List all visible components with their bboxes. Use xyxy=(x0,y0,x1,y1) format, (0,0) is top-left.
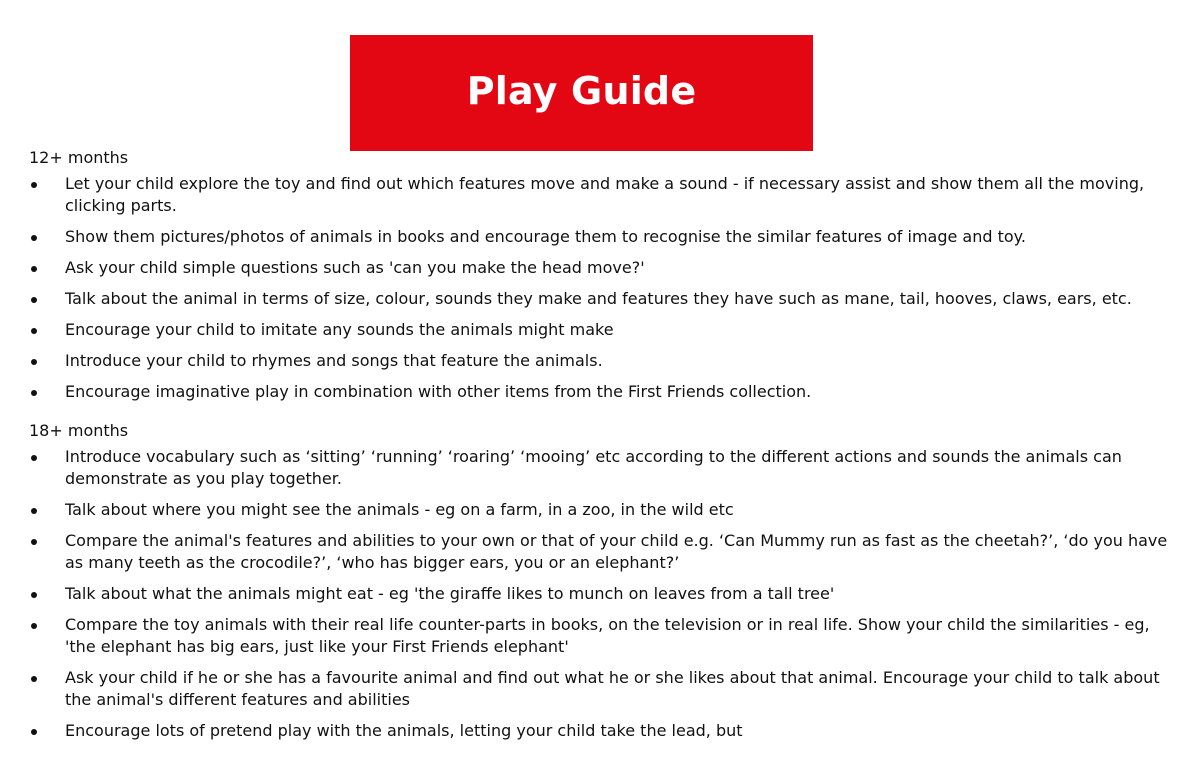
list-item-text: Compare the toy animals with their real life counter-parts in books, on the television or in real life. Show your child the similarities - eg, 'the elephant has big ears, just like your First Friends elephant' xyxy=(65,615,1150,656)
list-item-text: Encourage lots of pretend play with the animals, letting your child take the lead, but xyxy=(65,721,743,740)
list-item-text: Introduce your child to rhymes and songs that feature the animals. xyxy=(65,351,603,370)
list-item-text: Ask your child if he or she has a favourite animal and find out what he or she likes about that animal. Encourage your child to talk about the animal's different features and abilities xyxy=(65,668,1160,709)
list-item xyxy=(29,226,1169,248)
list-item-text: Encourage your child to imitate any sounds the animals might make xyxy=(65,320,614,339)
bullet-icon xyxy=(31,676,37,682)
list-item xyxy=(29,614,1169,658)
list-item-text: Talk about what the animals might eat - eg 'the giraffe likes to munch on leaves from a tall tree' xyxy=(65,584,835,603)
bullet-icon xyxy=(31,182,37,188)
list-item xyxy=(29,530,1169,574)
list-item xyxy=(29,319,1169,341)
guide-content xyxy=(29,148,1169,751)
list-item xyxy=(29,381,1169,403)
bullet-icon xyxy=(31,592,37,598)
list-item-text: Talk about the animal in terms of size, colour, sounds they make and features they have such as mane, tail, hooves, claws, ears, etc. xyxy=(65,289,1132,308)
list-item-text: Show them pictures/photos of animals in books and encourage them to recognise the similar features of image and toy. xyxy=(65,227,1026,246)
bullet-icon xyxy=(31,390,37,396)
bullet-icon xyxy=(31,729,37,735)
section-heading: 12+ months xyxy=(29,148,129,167)
bullet-icon xyxy=(31,455,37,461)
list-item xyxy=(29,446,1169,490)
list-item xyxy=(29,667,1169,711)
list-item-text: Ask your child simple questions such as 'can you make the head move?' xyxy=(65,258,645,277)
bullet-icon xyxy=(31,539,37,545)
list-item xyxy=(29,583,1169,605)
list-item xyxy=(29,173,1169,217)
list-item-text: Let your child explore the toy and find out which features move and make a sound - if necessary assist and show them all the moving, clicking parts. xyxy=(65,174,1145,215)
section-heading: 18+ months xyxy=(29,421,129,440)
bullet-icon xyxy=(31,297,37,303)
list-item-text: Encourage imaginative play in combination with other items from the First Friends collection. xyxy=(65,382,812,401)
list-item xyxy=(29,257,1169,279)
list-item-text: Compare the animal's features and abilities to your own or that of your child e.g. ‘Can Mummy run as fast as the cheetah?’, ‘do you have as many teeth as the crocodile?’, ‘who has bigger ears, you or an elephant?’ xyxy=(65,531,1168,572)
bullet-icon xyxy=(31,359,37,365)
section-18-months xyxy=(29,421,1169,742)
bullet-list xyxy=(29,173,1169,403)
bullet-icon xyxy=(31,266,37,272)
section-12-months xyxy=(29,148,1169,403)
banner-title: Play Guide xyxy=(466,69,697,113)
bullet-icon xyxy=(31,508,37,514)
list-item xyxy=(29,350,1169,372)
list-item xyxy=(29,288,1169,310)
bullet-icon xyxy=(31,623,37,629)
list-item-text: Talk about where you might see the animals - eg on a farm, in a zoo, in the wild etc xyxy=(65,500,734,519)
list-item xyxy=(29,720,1169,742)
bullet-list xyxy=(29,446,1169,742)
list-item xyxy=(29,499,1169,521)
list-item-text: Introduce vocabulary such as ‘sitting’ ‘running’ ‘roaring’ ‘mooing’ etc according to the different actions and sounds the animals can demonstrate as you play together. xyxy=(65,447,1122,488)
play-guide-banner xyxy=(350,35,813,151)
bullet-icon xyxy=(31,235,37,241)
bullet-icon xyxy=(31,328,37,334)
